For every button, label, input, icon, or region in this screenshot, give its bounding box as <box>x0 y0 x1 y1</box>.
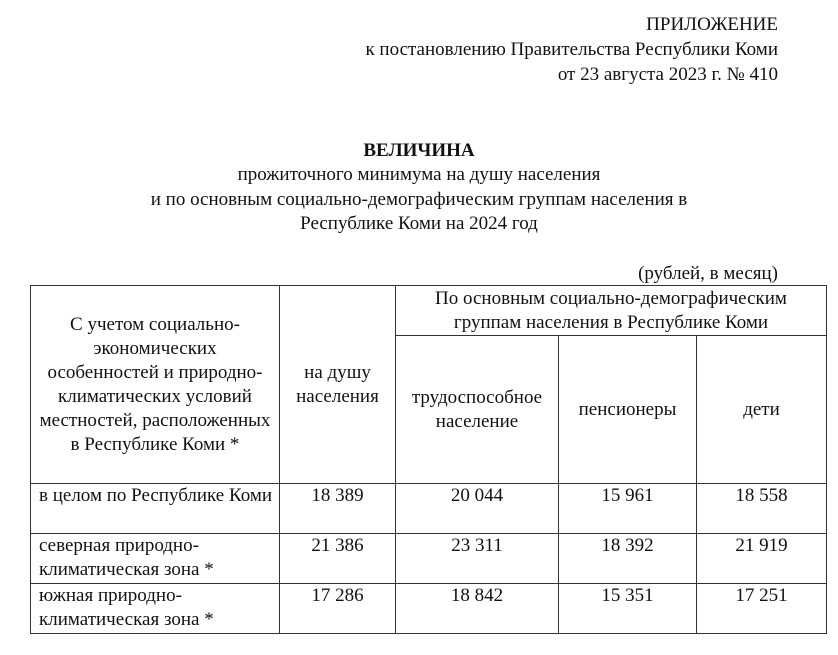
value-pensioners: 18 392 <box>559 534 697 584</box>
value-per-capita: 21 386 <box>280 534 396 584</box>
value-per-capita: 17 286 <box>280 584 396 634</box>
value-working: 20 044 <box>396 484 559 534</box>
column-header-children: дети <box>697 336 827 484</box>
decree-date: от 23 августа 2023 г. № 410 <box>557 64 778 85</box>
value-children: 18 558 <box>697 484 827 534</box>
group-header: По основным социально-демографическим группам населения в Республике Коми <box>396 286 827 336</box>
column-header-pensioners: пенсионеры <box>559 336 697 484</box>
table-row <box>31 584 827 634</box>
value-per-capita: 18 389 <box>280 484 396 534</box>
title-line-1: прожиточного минимума на душу населения <box>237 164 601 185</box>
table-row <box>31 484 827 534</box>
subsistence-minimum-table <box>30 285 827 634</box>
units-note: (рублей, в месяц) <box>638 263 778 284</box>
value-children: 17 251 <box>697 584 827 634</box>
header-row-1 <box>31 286 827 336</box>
value-pensioners: 15 351 <box>559 584 697 634</box>
value-children: 21 919 <box>697 534 827 584</box>
value-working: 18 842 <box>396 584 559 634</box>
column-header-working: трудоспособное население <box>396 336 559 484</box>
column-header-per-capita: на душу населения <box>280 286 396 484</box>
row-label: южная природно-климатическая зона * <box>31 584 280 634</box>
table-row <box>31 534 827 584</box>
appendix-label: ПРИЛОЖЕНИЕ <box>646 14 778 35</box>
document-title: ВЕЛИЧИНА <box>363 140 475 161</box>
column-header-region: С учетом социально-экономических особенностей и природно-климатических условий местностей, расположенных в Республике Коми * <box>31 286 280 484</box>
title-line-3: Республике Коми на 2024 год <box>300 213 538 234</box>
value-working: 23 311 <box>396 534 559 584</box>
title-line-2: и по основным социально-демографическим группам населения в <box>150 189 688 210</box>
row-label: в целом по Республике Коми <box>31 484 280 534</box>
row-label: северная природно-климатическая зона * <box>31 534 280 584</box>
decree-reference: к постановлению Правительства Республики Коми <box>365 39 778 60</box>
value-pensioners: 15 961 <box>559 484 697 534</box>
